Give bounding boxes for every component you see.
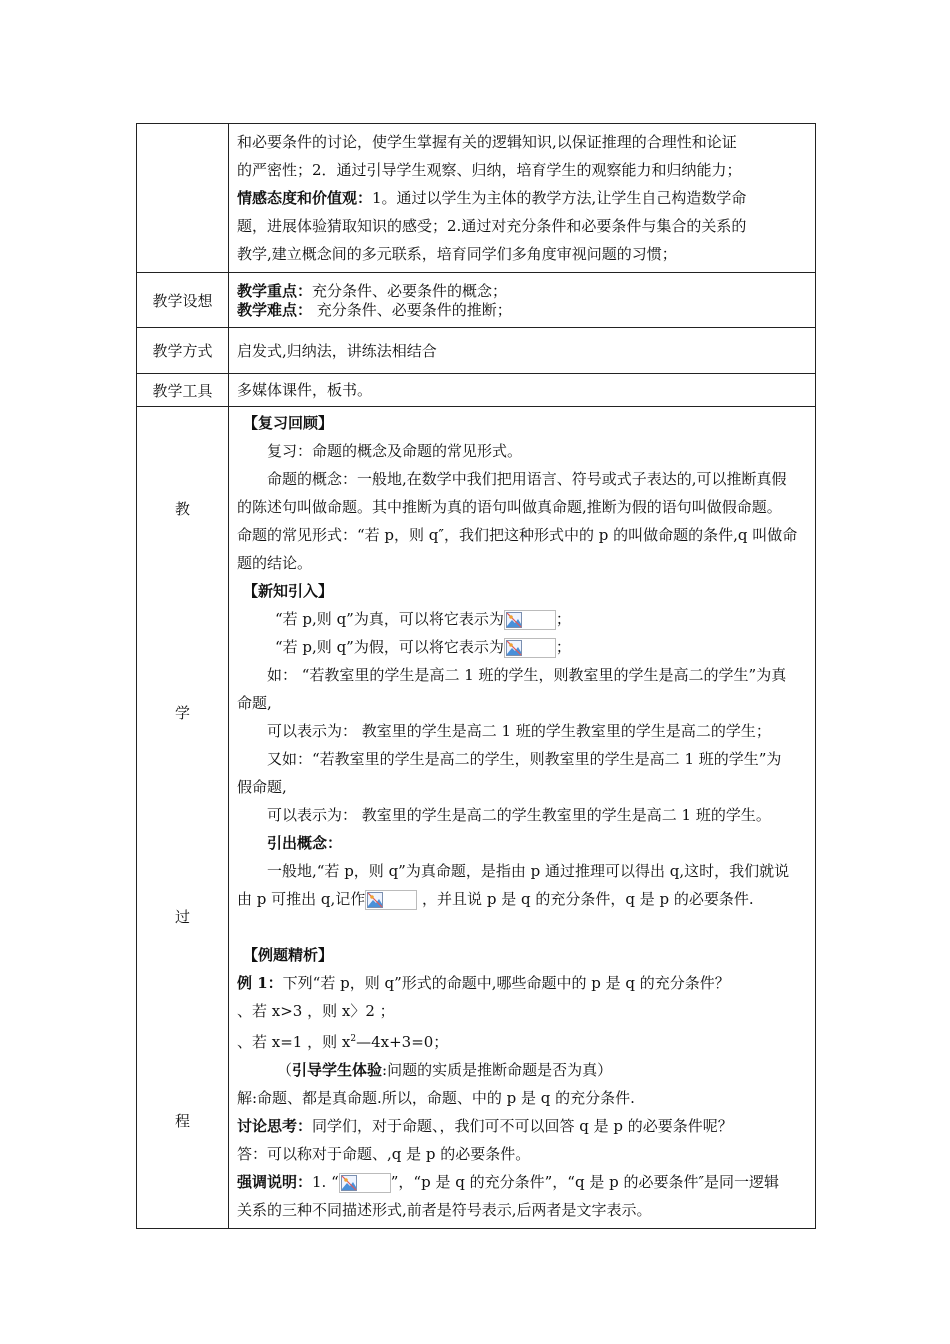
- objectives-line: 的严密性；2．通过引导学生观察、归纳，培育学生的观察能力和归纳能力；: [237, 161, 742, 179]
- example-item: 、若 x>3 ，则 x〉2 ；: [237, 1002, 395, 1020]
- affect-line: 教学,建立概念间的多元联系，培育同学们多角度审视问题的习惯；: [237, 245, 677, 263]
- example-item-text: 、若 x=1 ，则 x: [237, 1033, 351, 1051]
- process-label-char: 教: [174, 500, 190, 519]
- example-line: 可以表示为： 教室里的学生是高二的学生教室里的学生是高二 1 班的学生。: [267, 806, 771, 824]
- new-knowledge-line: [237, 633, 807, 661]
- process-row: [137, 407, 816, 1229]
- key-point: [237, 282, 807, 301]
- process-label-char: 过: [174, 907, 190, 926]
- affect-label: 情感态度和价值观：: [237, 189, 373, 207]
- process-label-char: 程: [174, 1111, 190, 1130]
- design-row: [137, 273, 816, 328]
- discussion-text: 同学们，对于命题、，我们可不可以回答 q 是 p 的必要条件呢？: [312, 1117, 733, 1135]
- guide-text: :问题的实质是推断命题是否为真）: [382, 1061, 613, 1079]
- review-title: 【复习回顾】: [243, 414, 334, 432]
- example-line: 假命题,: [237, 778, 287, 796]
- example-question: [237, 969, 807, 997]
- new-knowledge-text: “若 p,则 q”为真，可以将它表示为: [275, 610, 504, 628]
- review-text: 的陈述句叫做命题。其中推断为真的语句叫做真命题,推断为假的语句叫做假命题。: [237, 498, 782, 516]
- guide-label: 引导学生体验: [292, 1061, 383, 1079]
- example-question-text: 下列“若 p，则 q”形式的命题中,哪些命题中的 p 是 q 的充分条件？: [282, 974, 730, 992]
- example-section-title: 【例题精析】: [243, 946, 334, 964]
- spacer: [237, 913, 807, 941]
- difficulty-text: 充分条件、必要条件的推断；: [312, 301, 512, 319]
- broken-image-icon: [339, 1173, 391, 1193]
- broken-image-icon: [365, 890, 417, 910]
- review-text: 复习：命题的概念及命题的常见形式。: [267, 442, 523, 460]
- guide-paren: （: [277, 1061, 293, 1079]
- new-knowledge-text: “若 p,则 q”为假，可以将它表示为: [275, 638, 504, 656]
- concept-line: 一般地,“若 p，则 q”为真命题，是指由 p 通过推理可以得出 q,这时，我们就说: [267, 862, 790, 880]
- answer-line: 答：可以称对于命题、,q 是 p 的必要条件。: [237, 1145, 531, 1163]
- affect-text: 1。通过以学生为主体的教学方法,让学生自己构造数学命: [372, 189, 747, 207]
- design-cell: [229, 273, 816, 328]
- concept-line: [237, 885, 807, 913]
- emphasis-text: ”，“p 是 q 的充分条件”，“q 是 p 的必要条件″是同一逻辑: [390, 1173, 780, 1191]
- key-label: 教学重点：: [237, 282, 313, 300]
- new-knowledge-punct: ；: [555, 610, 571, 628]
- discussion-label: 讨论思考：: [237, 1117, 313, 1135]
- review-text: 题的结论。: [237, 554, 313, 572]
- key-text: 充分条件、必要条件的概念；: [312, 282, 508, 300]
- affect-paragraph: [237, 184, 807, 212]
- lesson-plan-table: [136, 123, 816, 1229]
- method-row: [137, 328, 816, 374]
- objectives-line: 和必要条件的讨论，使学生掌握有关的逻辑知识,以保证推理的合理性和论证: [237, 133, 737, 151]
- tool-text: 多媒体课件，板书。: [229, 374, 816, 407]
- objectives-row: [137, 124, 816, 273]
- emphasis-label: 强调说明：: [237, 1173, 313, 1191]
- guide-line: [237, 1056, 807, 1084]
- broken-image-icon: [504, 610, 556, 630]
- review-text: 命题的常见形式：“若 p，则 q″，我们把这种形式中的 p 的叫做命题的条件,q 叫做命: [237, 526, 798, 544]
- concept-text: 由 p 可推出 q,记作: [237, 890, 366, 908]
- new-knowledge-title: 【新知引入】: [243, 582, 334, 600]
- process-cell: [229, 407, 816, 1229]
- example-item-text: —4x+3=0；: [356, 1033, 449, 1051]
- superscript: 2: [350, 1034, 357, 1044]
- objectives-label-cell: [137, 124, 229, 273]
- new-knowledge-punct: ；: [555, 638, 571, 656]
- method-label: 教学方式: [137, 328, 229, 374]
- difficulty-point: [237, 301, 807, 320]
- discussion-line: [237, 1112, 807, 1140]
- tool-row: [137, 374, 816, 407]
- solution-line: 解:命题、都是真命题.所以，命题、中的 p 是 q 的充分条件.: [237, 1089, 635, 1107]
- design-label: 教学设想: [137, 273, 229, 328]
- difficulty-label: 教学难点：: [237, 301, 313, 319]
- process-label-char: 学: [174, 704, 190, 723]
- example-line: 又如：“若教室里的学生是高二的学生，则教室里的学生是高二 1 班的学生”为: [267, 750, 782, 768]
- emphasis-line: 关系的三种不同描述形式,前者是符号表示,后两者是文字表示。: [237, 1201, 652, 1219]
- tool-label: 教学工具: [137, 374, 229, 407]
- concept-title: 引出概念：: [267, 834, 343, 852]
- objectives-cell: [229, 124, 816, 273]
- example-line: 命题,: [237, 694, 272, 712]
- emphasis-text: 1. “: [312, 1173, 339, 1191]
- example-line: 如： “若教室里的学生是高二 1 班的学生，则教室里的学生是高二的学生”为真: [267, 666, 787, 684]
- affect-line: 题，进展体验猜取知识的感受；2.通过对充分条件和必要条件与集合的关系的: [237, 217, 747, 235]
- emphasis-line: [237, 1168, 807, 1196]
- process-label-cell: [137, 407, 229, 1229]
- process-vertical-label: [137, 407, 228, 1222]
- example-line: 可以表示为： 教室里的学生是高二 1 班的学生教室里的学生是高二的学生；: [267, 722, 771, 740]
- method-text: 启发式,归纳法，讲练法相结合: [229, 328, 816, 374]
- review-text: 命题的概念：一般地,在数学中我们把用语言、符号或式子表达的,可以推断真假: [267, 470, 787, 488]
- concept-text: ，并且说 p 是 q 的充分条件，q 是 p 的必要条件.: [417, 890, 754, 908]
- example-label: 例 1：: [237, 974, 283, 992]
- new-knowledge-line: [237, 605, 807, 633]
- example-item: [237, 1025, 807, 1056]
- broken-image-icon: [504, 638, 556, 658]
